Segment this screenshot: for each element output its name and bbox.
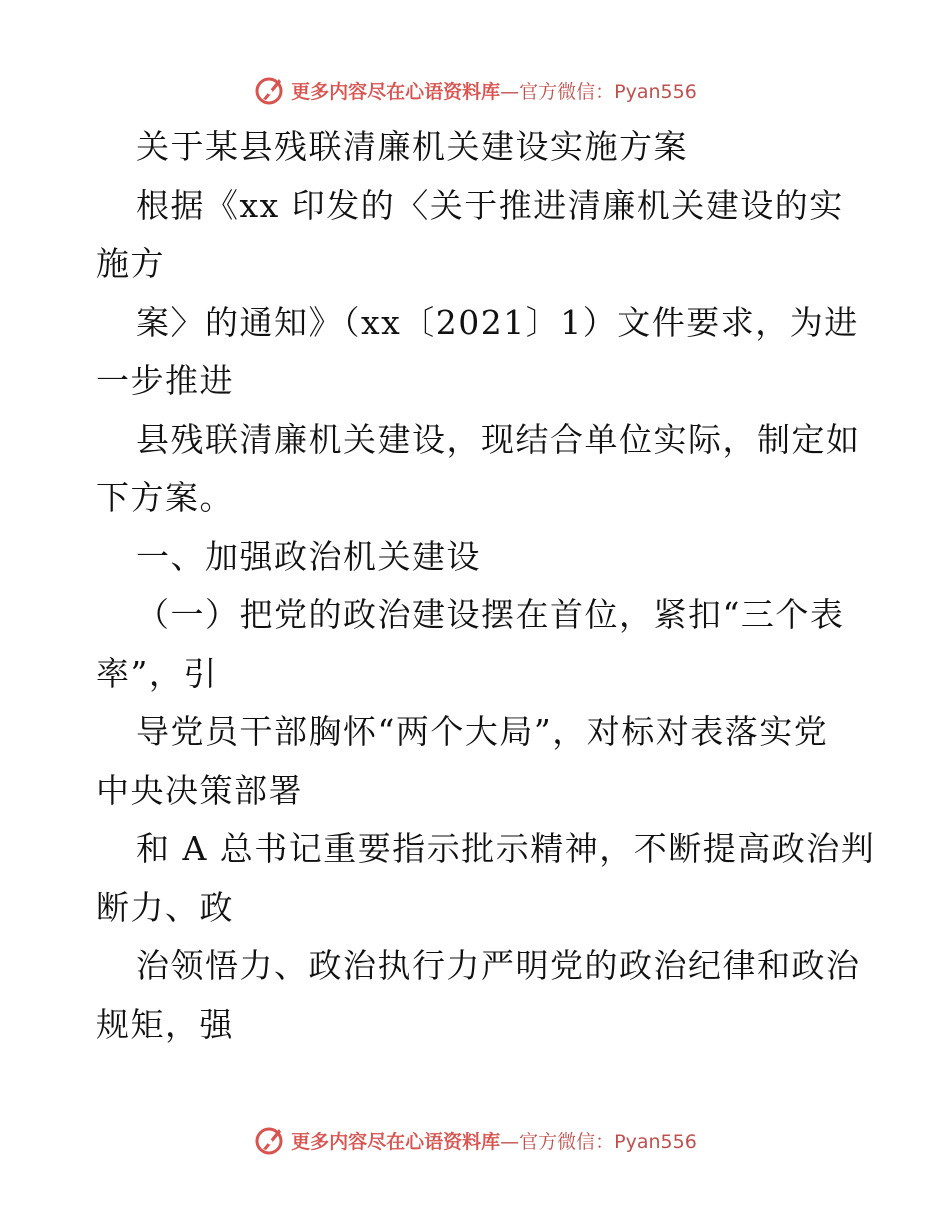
body-line: 和 A 总书记重要指示批示精神，不断提高政治判 xyxy=(136,829,876,868)
body-line: 率”，引 xyxy=(96,653,218,693)
footer-watermark xyxy=(0,1120,950,1160)
document-title: 关于某县残联清廉机关建设实施方案 xyxy=(136,127,688,166)
body-line: 县残联清廉机关建设，现结合单位实际，制定如 xyxy=(136,419,861,459)
body-line: （一）把党的政治建设摆在首位，紧扣“三个表 xyxy=(136,595,845,634)
body-line: 导党员干部胸怀“两个大局”，对标对表落实党 xyxy=(136,712,829,751)
watermark-brand: 更多内容尽在心语资料库 xyxy=(291,1130,501,1153)
header-watermark xyxy=(0,70,950,110)
document-body xyxy=(96,118,876,1054)
body-line: 中央决策部署 xyxy=(96,770,303,810)
body-line: 规矩，强 xyxy=(96,1004,234,1044)
body-line: 断力、政 xyxy=(96,887,234,927)
section-heading: 一、加强政治机关建设 xyxy=(136,536,481,576)
quill-logo-icon xyxy=(253,1123,287,1157)
body-line: 下方案。 xyxy=(96,478,234,517)
body-line: 根据《xx 印发的〈关于推进清廉机关建设的实 xyxy=(136,185,844,225)
watermark-contact: —官方微信：Pyan556 xyxy=(500,80,697,103)
body-line: 治领悟力、政治执行力严明党的政治纪律和政治 xyxy=(136,946,861,985)
quill-logo-icon xyxy=(253,73,287,107)
body-line: 一步推进 xyxy=(96,361,234,400)
body-line: 案〉的通知》（xx〔2021〕1）文件要求，为进 xyxy=(136,302,859,342)
watermark-contact: —官方微信：Pyan556 xyxy=(500,1130,697,1153)
watermark-brand: 更多内容尽在心语资料库 xyxy=(291,80,501,103)
body-line: 施方 xyxy=(96,244,165,283)
